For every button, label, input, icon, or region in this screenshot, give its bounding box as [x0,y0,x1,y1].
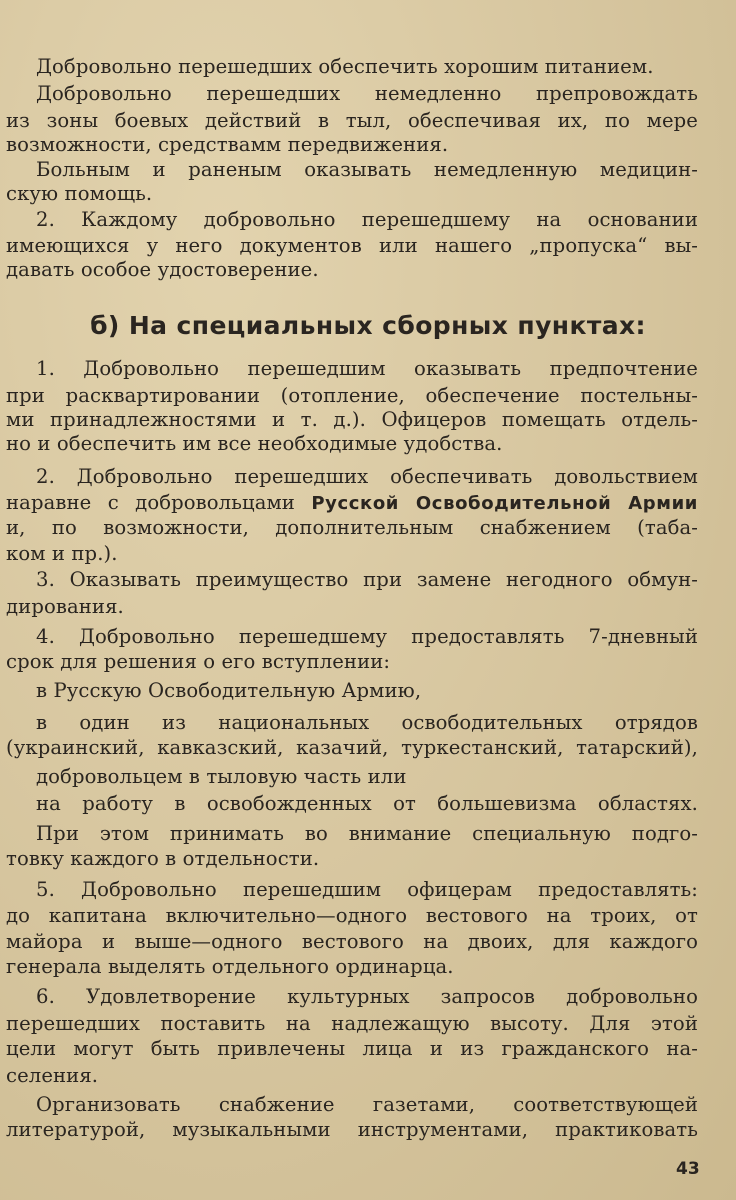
text-line: товку каждого в отдельности. [6,847,320,870]
text-line: Организовать снабжение газетами, соответствующей [36,1093,698,1116]
text-line: При этом принимать во внимание специальную подго- [36,822,698,845]
text-run: наравне с добровольцами [6,491,312,514]
text-line: возможности, средствамм передвижения. [6,133,449,156]
text-line: Добровольно перешедших немедленно препровождать [36,82,698,105]
text-line [6,490,698,517]
text-line: 3. Оказывать преимущество при замене негодного обмун- [36,568,698,591]
text-line: и, по возможности, дополнительным снабжением (таба- [6,516,698,539]
text-line: генерала выделять отдельного ординарца. [6,955,454,978]
text-line: Больным и раненым оказывать немедленную медицин- [36,158,698,181]
text-line: цели могут быть привлечены лица и из гражданского на- [6,1037,698,1060]
emphasized-text: Русской Освободительной Армии [311,493,698,514]
text-line: перешедших поставить на надлежащую высоту. Для этой [6,1012,698,1035]
text-line: 4. Добровольно перешедшему предоставлять 7-дневный [36,625,698,648]
text-line: скую помощь. [6,182,153,205]
text-line: литературой, музыкальными инструментами, практиковать [6,1118,698,1141]
text-line: добровольцем в тыловую часть или [36,765,407,788]
text-line: срок для решения о его вступлении: [6,650,391,673]
text-line: 6. Удовлетворение культурных запросов добровольно [36,985,698,1008]
text-line: ком и пр.). [6,542,118,565]
text-line: 2. Добровольно перешедших обеспечивать довольствием [36,465,698,488]
text-line: давать особое удостоверение. [6,258,319,281]
text-line: на работу в освобожденных от большевизма областях. [36,792,698,815]
text-line: в Русскую Освободительную Армию, [36,679,422,702]
text-line: в один из национальных освободительных отрядов [36,711,698,734]
text-line: 1. Добровольно перешедшим оказывать предпочтение [36,357,698,380]
page-number: 43 [676,1159,700,1179]
text-line: ми принадлежностями и т. д.). Офицеров помещать отдель- [6,408,698,431]
text-line: Добровольно перешедших обеспечить хорошим питанием. [36,55,654,78]
text-line: майора и выше—одного вестового на двоих, для каждого [6,930,698,953]
section-heading: б) На специальных сборных пунктах: [90,311,646,340]
text-line: 5. Добровольно перешедшим офицерам предоставлять: [36,878,698,901]
text-line: дирования. [6,595,124,618]
text-line: при расквартировании (отопление, обеспечение постельны- [6,384,698,407]
text-line: до капитана включительно—одного вестового на троих, от [6,904,698,927]
text-line: селения. [6,1064,99,1087]
text-line: имеющихся у него документов или нашего „пропуска“ вы- [6,234,698,257]
text-line: но и обеспечить им все необходимые удобства. [6,432,503,455]
text-line: 2. Каждому добровольно перешедшему на основании [36,208,698,231]
text-line: (украинский, кавказский, казачий, туркестанский, татарский), [6,736,698,759]
text-line: из зоны боевых действий в тыл, обеспечивая их, по мере [6,109,698,132]
